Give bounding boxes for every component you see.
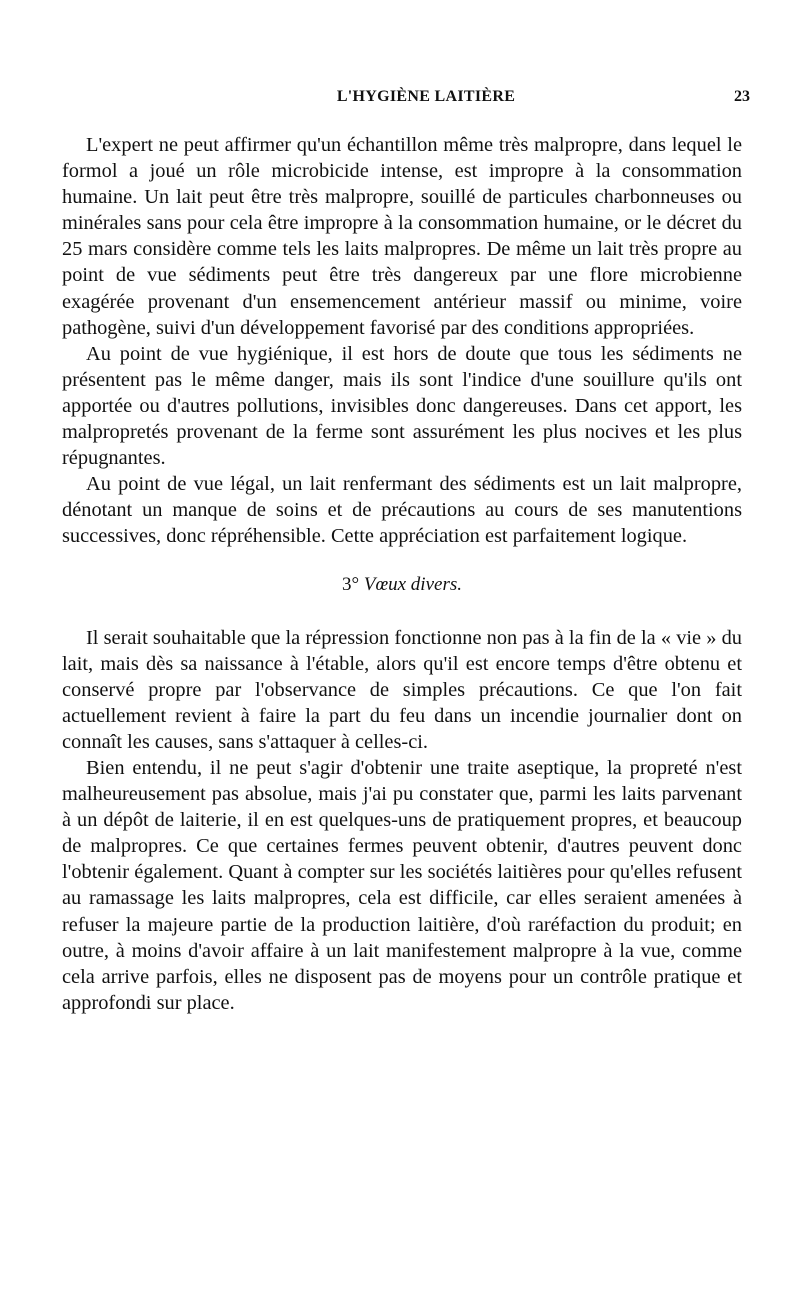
page-body [62,132,742,1016]
paragraph: Au point de vue hygiénique, il est hors de doute que tous les sédiments ne présentent pas le même danger, mais ils sont l'indice d'une souillure qu'ils ont apportée ou d'autres pollutions, invisibles donc dangereuses. Dans cet apport, les malpropretés provenant de la ferme sont assurément les plus nocives et les plus répugnantes. [62,342,742,470]
paragraph: Bien entendu, il ne peut s'agir d'obtenir une traite aseptique, la propreté n'est malheureusement pas absolue, mais j'ai pu constater que, parmi les laits parvenant à un dépôt de laiterie, il en est quelques-uns de pratiquement propres, et beaucoup de malpropres. Ce que certaines fermes peuvent obtenir, d'autres peuvent donc l'obtenir également. Quant à compter sur les sociétés laitières pour qu'elles refusent au ramassage les laits malpropres, cela est difficile, car elles seraient amenées à refuser la majeure partie de la production laitière, d'où raréfaction du produit; en outre, à moins d'avoir affaire à un lait manifestement malpropre à la vue, comme cela arrive parfois, elles ne disposent pas de moyens pour un contrôle pratique et approfondi sur place. [62,756,742,1014]
section-heading [62,572,742,598]
paragraph: Il serait souhaitable que la répression fonctionne non pas à la fin de la « vie » du lait, mais dès sa naissance à l'étable, alors qu'il est encore temps d'être obtenu et conservé propre par l'observance de simples précautions. Ce que l'on fait actuellement revient à faire la part du feu dans un incendie journalier dont on connaît les causes, sans s'attaquer à celles-ci. [62,626,742,753]
page-number: 23 [734,88,750,105]
running-title: L'HYGIÈNE LAITIÈRE [336,88,516,105]
paragraph: L'expert ne peut affirmer qu'un échantillon même très malpropre, dans lequel le formol a joué un rôle microbicide intense, est impropre à la consommation humaine. Un lait peut être très malpropre, souillé de particules charbonneuses ou minérales sans pour cela être impropre à la consommation humaine, or le décret du 25 mars considère comme tels les laits malpropres. De même un lait très propre au point de vue sédiments peut être très dangereux par une flore microbienne exagérée provenant d'un ensemencement antérieur massif ou minime, voire pathogène, suivi d'un développement favorisé par des conditions appropriées. [62,134,742,339]
page-header [62,88,750,112]
section-number: 3° [341,573,360,595]
paragraph: Au point de vue légal, un lait renfermant des sédiments est un lait malpropre, dénotant un manque de soins et de précautions au cours de ses manutentions successives, donc répréhensible. Cette appréciation est parfaitement logique. [62,473,742,548]
section-title: Vœux divers. [363,573,462,595]
